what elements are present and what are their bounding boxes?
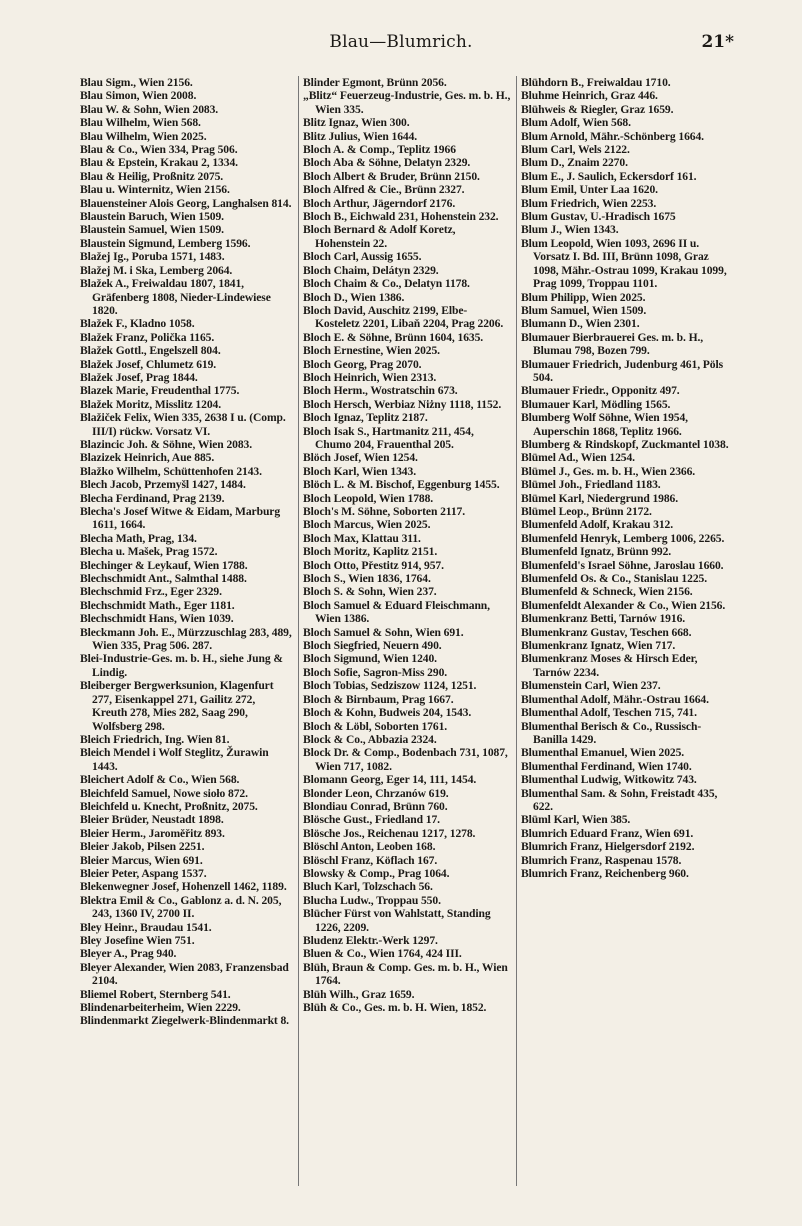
directory-entry: Block & Co., Abbazia 2324. (303, 732, 437, 746)
directory-entry: Blum Emil, Unter Laa 1620. (521, 183, 658, 197)
directory-entry: Blau & Epstein, Krakau 2, 1334. (80, 156, 238, 170)
directory-entry: Blažek Franz, Polička 1165. (80, 330, 215, 344)
directory-entry: Blümel Karl, Niedergrund 1986. (521, 491, 679, 505)
page-header (0, 32, 802, 56)
directory-entry: Blumenthal Ferdinand, Wien 1740. (521, 759, 692, 773)
directory-entry: Blüh, Braun & Comp. Ges. m. b. H., Wien 1764. (303, 960, 508, 988)
directory-entry: Bleier Herm., Jaroměřitz 893. (80, 826, 225, 840)
directory-entry: Blum Friedrich, Wien 2253. (521, 196, 657, 210)
directory-entry: Bleichfeld Samuel, Nowe sioło 872. (80, 786, 248, 800)
directory-entry: Bleyer A., Prag 940. (80, 947, 177, 961)
directory-entry: Blechschmidt Hans, Wien 1039. (80, 612, 234, 626)
directory-entry: Blum Carl, Wels 2122. (521, 143, 630, 157)
directory-entry: Blumenthal Adolf, Teschen 715, 741. (521, 706, 697, 720)
directory-entry: Blitz Ignaz, Wien 300. (303, 116, 410, 130)
directory-entry: Bloch Ignaz, Teplitz 2187. (303, 411, 428, 425)
directory-entry: Bleichfeld u. Knecht, Proßnitz, 2075. (80, 799, 258, 813)
directory-entry: Blücher Fürst von Wahlstatt, Standing 1226, 2209. (303, 907, 491, 934)
directory-columns (80, 76, 729, 1186)
directory-entry: Blecha Math, Prag, 134. (80, 531, 197, 545)
directory-entry: Bloch B., Eichwald 231, Hohenstein 232. (303, 210, 499, 224)
directory-entry: Blažek A., Freiwaldau 1807, 1841, Gräfenberg 1808, Nieder-Lindewiese 1820. (80, 277, 271, 317)
directory-entry: Blumenthal Ludwig, Witkowitz 743. (521, 773, 697, 787)
directory-entry: Bluhme Heinrich, Graz 446. (521, 89, 658, 103)
directory-entry: Blümel Joh., Friedland 1183. (521, 478, 661, 492)
directory-entry: Blüh Wilh., Graz 1659. (303, 987, 415, 1001)
directory-entry: Bloch Chaim & Co., Delatyn 1178. (303, 277, 470, 291)
directory-entry: Bloch Ernestine, Wien 2025. (303, 344, 440, 358)
directory-entry: Blecha Ferdinand, Prag 2139. (80, 491, 225, 505)
directory-entry: Bloch Max, Klattau 311. (303, 531, 421, 545)
directory-entry: Blumauer Friedrich, Judenburg 461, Pöls 504. (521, 357, 724, 384)
page-title: Blau—Blumrich. (329, 32, 473, 52)
directory-entry: Blumenkranz Moses & Hirsch Eder, Tarnów 2234. (521, 652, 698, 679)
directory-entry: Bluch Karl, Tolzschach 56. (303, 880, 433, 894)
directory-entry: Bloch Leopold, Wien 1788. (303, 491, 434, 505)
directory-entry: Bleier Jakob, Pilsen 2251. (80, 840, 205, 854)
directory-entry: Blum Adolf, Wien 568. (521, 116, 631, 130)
directory-entry: Bloch Carl, Aussig 1655. (303, 250, 422, 264)
directory-entry: Blondiau Conrad, Brünn 760. (303, 799, 448, 813)
directory-entry: Bloch Isak S., Hartmanitz 211, 454, Chumo 204, Frauenthal 205. (303, 424, 474, 451)
directory-entry: Bloch Arthur, Jägerndorf 2176. (303, 196, 456, 210)
directory-entry: Bloch D., Wien 1386. (303, 290, 405, 304)
directory-entry: Blumenthal Sam. & Sohn, Freistadt 435, 622. (521, 786, 718, 813)
directory-entry: Bleyer Alexander, Wien 2083, Franzensbad 2104. (80, 960, 289, 988)
directory-entry: Blažek Gottl., Engelszell 804. (80, 344, 221, 358)
directory-entry: Bloch Aba & Söhne, Delatyn 2329. (303, 156, 471, 170)
directory-entry: Bloch S., Wien 1836, 1764. (303, 572, 431, 586)
directory-entry: Blowsky & Comp., Prag 1064. (303, 866, 450, 880)
directory-entry: Blümel J., Ges. m. b. H., Wien 2366. (521, 464, 696, 478)
directory-entry: Blumenfeld Adolf, Krakau 312. (521, 518, 674, 532)
directory-entry: Blektra Emil & Co., Gablonz a. d. N. 205, 243, 1360 IV, 2700 II. (80, 893, 282, 921)
directory-entry: Blitz Julius, Wien 1644. (303, 129, 418, 143)
directory-entry: Blumenkranz Betti, Tarnów 1916. (521, 612, 686, 626)
directory-entry: Blau Sigm., Wien 2156. (80, 76, 193, 89)
directory-entry: Blaustein Samuel, Wien 1509. (80, 223, 224, 237)
directory-entry: Bloch & Kohn, Budweis 204, 1543. (303, 706, 472, 720)
directory-entry: Blühweis & Riegler, Graz 1659. (521, 102, 674, 116)
directory-entry: Bloch Samuel & Eduard Fleischmann, Wien 1386. (303, 598, 490, 626)
directory-entry: Blau W. & Sohn, Wien 2083. (80, 102, 219, 116)
directory-entry: Blumenfeld Ignatz, Brünn 992. (521, 545, 672, 559)
directory-entry: Bleich Mendel i Wolf Steglitz, Žurawin 1443. (80, 746, 269, 773)
directory-entry: Bloch Georg, Prag 2070. (303, 357, 422, 371)
directory-entry: Bloch Alfred & Cie., Brünn 2327. (303, 183, 465, 197)
directory-entry: Bloch Siegfried, Neuern 490. (303, 639, 442, 653)
page-number: 21* (701, 32, 734, 52)
directory-entry: Blau Wilhelm, Wien 2025. (80, 129, 207, 143)
directory-entry: Blühdorn B., Freiwaldau 1710. (521, 76, 671, 89)
directory-entry: Blumenfeld & Schneck, Wien 2156. (521, 585, 693, 599)
directory-entry: Blonder Leon, Chrzanów 619. (303, 786, 449, 800)
directory-entry: Blinder Egmont, Brünn 2056. (303, 76, 447, 89)
directory-entry: Bliemel Robert, Sternberg 541. (80, 987, 231, 1001)
directory-entry: Blažej Ig., Poruba 1571, 1483. (80, 250, 225, 264)
directory-entry: Blazek Marie, Freudenthal 1775. (80, 384, 240, 398)
directory-entry: Blumrich Eduard Franz, Wien 691. (521, 826, 694, 840)
directory-entry: Bloch Marcus, Wien 2025. (303, 518, 431, 532)
directory-entry: Blumauer Friedr., Opponitz 497. (521, 384, 680, 398)
directory-entry: Blüml Karl, Wien 385. (521, 813, 631, 827)
directory-entry: Bloch Sigmund, Wien 1240. (303, 652, 437, 666)
directory-entry: Blau u. Winternitz, Wien 2156. (80, 183, 230, 197)
directory-entry: Blumauer Bierbrauerei Ges. m. b. H., Blumau 798, Bozen 799. (521, 330, 704, 358)
directory-entry: Blumauer Karl, Mödling 1565. (521, 397, 671, 411)
directory-entry: Bleichert Adolf & Co., Wien 568. (80, 773, 240, 787)
directory-entry: Bloch A. & Comp., Teplitz 1966 (303, 143, 456, 157)
directory-entry: Blecha's Josef Witwe & Eidam, Marburg 1611, 1664. (80, 505, 281, 532)
directory-entry: Blumberg Wolf Söhne, Wien 1954, Auperschin 1868, Teplitz 1966. (521, 411, 688, 438)
directory-entry: Bloch Samuel & Sohn, Wien 691. (303, 625, 464, 639)
directory-entry: Bloch & Birnbaum, Prag 1667. (303, 692, 454, 706)
directory-entry: Blechschmidt Math., Eger 1181. (80, 598, 235, 612)
directory-entry: „Blitz“ Feuerzeug-Industrie, Ges. m. b. H., Wien 335. (303, 89, 511, 116)
column-2 (298, 76, 511, 1186)
directory-entry: Blauensteiner Alois Georg, Langhalsen 814. (80, 196, 292, 210)
directory-entry: Bloch E. & Söhne, Brünn 1604, 1635. (303, 330, 484, 344)
directory-entry: Blažek F., Kladno 1058. (80, 317, 195, 331)
column-1 (80, 76, 292, 1186)
directory-entry: Bludenz Elektr.-Werk 1297. (303, 934, 438, 947)
directory-entry: Blum E., J. Saulich, Eckersdorf 161. (521, 169, 697, 183)
directory-entry: Bloch Sofie, Sagron-Miss 290. (303, 665, 448, 679)
directory-entry: Bloch S. & Sohn, Wien 237. (303, 585, 437, 599)
directory-entry: Bleich Friedrich, Ing. Wien 81. (80, 732, 230, 746)
directory-entry: Bloch's M. Söhne, Soborten 2117. (303, 505, 466, 518)
directory-entry: Bleier Peter, Aspang 1537. (80, 866, 207, 880)
directory-entry: Bloch Bernard & Adolf Koretz, Hohenstein 22. (303, 223, 456, 250)
directory-entry: Blöch L. & M. Bischof, Eggenburg 1455. (303, 478, 500, 492)
directory-entry: Blumrich Franz, Hielgersdorf 2192. (521, 840, 695, 854)
directory-entry: Blumenthal Adolf, Mähr.-Ostrau 1664. (521, 692, 709, 706)
directory-entry: Blazizek Heinrich, Aue 885. (80, 451, 215, 465)
directory-entry: Blažko Wilhelm, Schüttenhofen 2143. (80, 464, 262, 478)
directory-entry: Block Dr. & Comp., Bodenbach 731, 1087, Wien 717, 1082. (303, 746, 508, 773)
directory-entry: Blumenfeldt Alexander & Co., Wien 2156. (521, 598, 726, 612)
directory-entry: Blau Simon, Wien 2008. (80, 89, 197, 103)
directory-entry: Blumenkranz Gustav, Teschen 668. (521, 625, 692, 639)
directory-entry: Blumann D., Wien 2301. (521, 317, 640, 331)
directory-entry: Bloch & Löbl, Soborten 1761. (303, 719, 448, 733)
directory-entry: Blindenmarkt Ziegelwerk-Blindenmarkt 8. (80, 1014, 289, 1028)
directory-entry: Blei-Industrie-Ges. m. b. H., siehe Jung & Lindig. (80, 652, 283, 679)
directory-entry: Blau & Heilig, Proßnitz 2075. (80, 169, 224, 183)
directory-entry: Blau Wilhelm, Wien 568. (80, 116, 201, 130)
directory-entry: Blum D., Znaim 2270. (521, 156, 628, 170)
directory-entry: Blumenfeld Os. & Co., Stanislau 1225. (521, 572, 708, 586)
directory-entry: Blazincic Joh. & Söhne, Wien 2083. (80, 437, 253, 451)
directory-entry: Bloch Karl, Wien 1343. (303, 464, 416, 478)
directory-entry: Bloch Herm., Wostratschin 673. (303, 384, 458, 398)
directory-entry: Blechschmidt Ant., Salmthal 1488. (80, 572, 247, 586)
directory-entry: Bley Josefine Wien 751. (80, 934, 195, 947)
directory-entry: Bloch Hersch, Werbiaz Niżny 1118, 1152. (303, 397, 502, 411)
directory-entry: Blumrich Franz, Raspenau 1578. (521, 853, 682, 867)
directory-entry: Blösche Gust., Friedland 17. (303, 813, 440, 827)
directory-entry: Blucha Ludw., Troppau 550. (303, 893, 441, 907)
directory-entry: Blum Leopold, Wien 1093, 2696 II u. Vorsatz I. Bd. III, Brünn 1098, Graz 1098, Mähr.-Ostrau 1099, Krakau 1099, Prag 1099, Troppau 1101. (521, 236, 727, 291)
directory-entry: Blumenkranz Ignatz, Wien 717. (521, 639, 676, 653)
directory-entry: Blumrich Franz, Reichenberg 960. (521, 866, 689, 880)
directory-entry: Bluen & Co., Wien 1764, 424 III. (303, 947, 462, 961)
directory-entry: Bleckmann Joh. E., Mürzzuschlag 283, 489, Wien 335, Prag 506. 287. (80, 625, 292, 653)
directory-entry: Blechinger & Leykauf, Wien 1788. (80, 558, 248, 572)
directory-entry: Blažek Josef, Chlumetz 619. (80, 357, 217, 371)
column-3 (516, 76, 729, 1186)
directory-entry: Blümel Leop., Brünn 2172. (521, 505, 652, 518)
directory-entry: Blažek Moritz, Misslitz 1204. (80, 397, 222, 411)
directory-entry: Blechschmid Frz., Eger 2329. (80, 585, 222, 599)
directory-entry: Bley Heinr., Braudau 1541. (80, 920, 212, 934)
directory-entry: Bloch Chaim, Delátyn 2329. (303, 263, 439, 277)
directory-entry: Blum J., Wien 1343. (521, 223, 619, 237)
directory-entry: Blažek Josef, Prag 1844. (80, 370, 198, 384)
directory-entry: Bleier Marcus, Wien 691. (80, 853, 203, 867)
directory-entry: Blekenwegner Josef, Hohenzell 1462, 1189. (80, 880, 287, 894)
directory-entry: Blech Jacob, Przemyšl 1427, 1484. (80, 478, 246, 492)
directory-entry: Blum Philipp, Wien 2025. (521, 290, 646, 304)
directory-entry: Blumberg & Rindskopf, Zuckmantel 1038. (521, 437, 729, 451)
directory-entry: Bloch Otto, Přestitz 914, 957. (303, 558, 444, 572)
directory-entry: Blum Arnold, Mähr.-Schönberg 1664. (521, 129, 704, 143)
directory-entry: Blüh & Co., Ges. m. b. H. Wien, 1852. (303, 1001, 487, 1015)
directory-entry: Blöch Josef, Wien 1254. (303, 451, 418, 465)
directory-entry: Bloch Albert & Bruder, Brünn 2150. (303, 169, 480, 183)
directory-entry: Bloch Moritz, Kaplitz 2151. (303, 545, 438, 559)
directory-entry: Blindenarbeiterheim, Wien 2229. (80, 1001, 241, 1015)
directory-entry: Blažiček Felix, Wien 335, 2638 I u. (Comp. III/I) rückw. Vorsatz VI. (80, 411, 286, 438)
directory-entry: Blaustein Baruch, Wien 1509. (80, 210, 224, 224)
directory-entry: Blümel Ad., Wien 1254. (521, 451, 635, 465)
directory-entry: Blau & Co., Wien 334, Prag 506. (80, 143, 238, 157)
directory-entry: Blumenfeld's Israel Söhne, Jaroslau 1660. (521, 558, 724, 572)
directory-entry: Blumenthal Emanuel, Wien 2025. (521, 746, 685, 760)
directory-entry: Blum Samuel, Wien 1509. (521, 303, 647, 317)
directory-entry: Blomann Georg, Eger 14, 111, 1454. (303, 773, 477, 787)
directory-entry: Bleier Brüder, Neustadt 1898. (80, 813, 224, 827)
directory-entry: Blumenfeld Henryk, Lemberg 1006, 2265. (521, 531, 725, 545)
directory-entry: Bloch Tobias, Sedziszow 1124, 1251. (303, 679, 477, 693)
directory-entry: Blum Gustav, U.-Hradisch 1675 (521, 210, 676, 224)
directory-entry: Blaustein Sigmund, Lemberg 1596. (80, 236, 251, 250)
directory-entry: Blumenthal Berisch & Co., Russisch-Banilla 1429. (521, 719, 702, 746)
directory-entry: Blumenstein Carl, Wien 237. (521, 679, 661, 693)
directory-entry: Bloch Heinrich, Wien 2313. (303, 370, 437, 384)
directory-entry: Blöschl Franz, Köflach 167. (303, 853, 438, 867)
directory-entry: Blösche Jos., Reichenau 1217, 1278. (303, 826, 476, 840)
directory-entry: Blecha u. Mašek, Prag 1572. (80, 545, 218, 559)
directory-entry: Blöschl Anton, Leoben 168. (303, 840, 436, 854)
directory-entry: Blažej M. i Ska, Lemberg 2064. (80, 263, 233, 277)
directory-entry: Bleiberger Bergwerksunion, Klagenfurt 277, Eisenkappel 271, Gailitz 272, Kreuth 278, Mies 282, Saag 290, Wolfsberg 298. (80, 679, 274, 733)
directory-entry: Bloch David, Auschitz 2199, Elbe-Kosteletz 2201, Libaň 2204, Prag 2206. (303, 303, 504, 331)
